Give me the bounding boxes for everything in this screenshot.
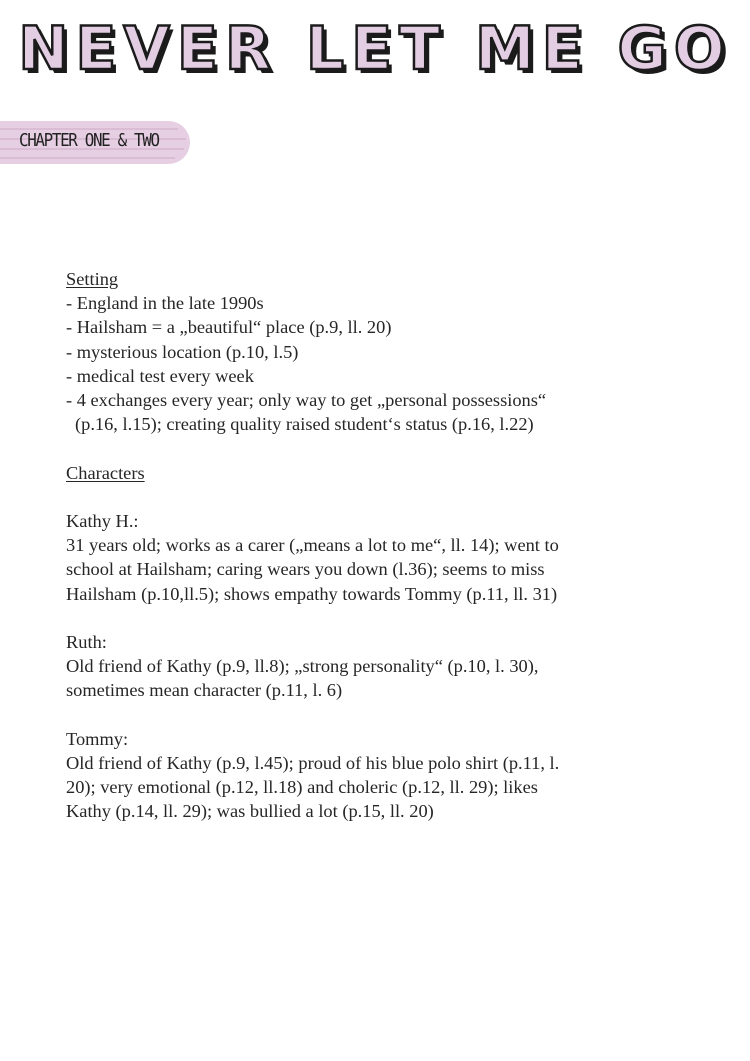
character-text-kathy: school at Hailsham; caring wears you down (l.36); seems to miss <box>66 559 545 580</box>
setting-item: - England in the late 1990s <box>66 293 264 314</box>
character-text-tommy: Old friend of Kathy (p.9, l.45); proud of his blue polo shirt (p.11, l. <box>66 753 560 773</box>
setting-item: - mysterious location (p.10, l.5) <box>66 341 299 362</box>
setting-heading: Setting <box>66 269 119 289</box>
character-text-tommy: 20); very emotional (p.12, ll.18) and choleric (p.12, ll. 29); likes <box>66 777 538 798</box>
character-text-ruth: sometimes mean character (p.11, l. 6) <box>66 680 343 701</box>
character-name-tommy: Tommy: <box>66 728 129 749</box>
character-name-kathy: Kathy H.: <box>66 511 139 531</box>
character-text-kathy: Hailsham (p.10,ll.5); shows empathy towards Tommy (p.11, ll. 31) <box>66 583 558 604</box>
character-text-ruth: Old friend of Kathy (p.9, ll.8); „strong personality“ (p.10, l. 30), <box>66 656 539 677</box>
notes-body <box>66 267 686 824</box>
chapter-label: CHAPTER ONE & TWO <box>19 130 159 151</box>
character-text-kathy: 31 years old; works as a carer („means a lot to me“, ll. 14); went to <box>66 535 559 556</box>
setting-item: - 4 exchanges every year; only way to get „personal possessions“ <box>66 390 547 411</box>
setting-item-continued: (p.16, l.15); creating quality raised student‘s status (p.16, l.22) <box>75 414 534 435</box>
character-name-ruth: Ruth: <box>66 632 107 652</box>
chapter-tab <box>0 121 190 164</box>
setting-item: - medical test every week <box>66 365 254 386</box>
characters-heading: Characters <box>66 462 145 483</box>
setting-item: - Hailsham = a „beautiful“ place (p.9, ll. 20) <box>66 317 392 338</box>
page-title: NEVER LET ME GO <box>18 14 732 84</box>
character-text-tommy: Kathy (p.14, ll. 29); was bullied a lot (p.15, ll. 20) <box>66 801 434 822</box>
